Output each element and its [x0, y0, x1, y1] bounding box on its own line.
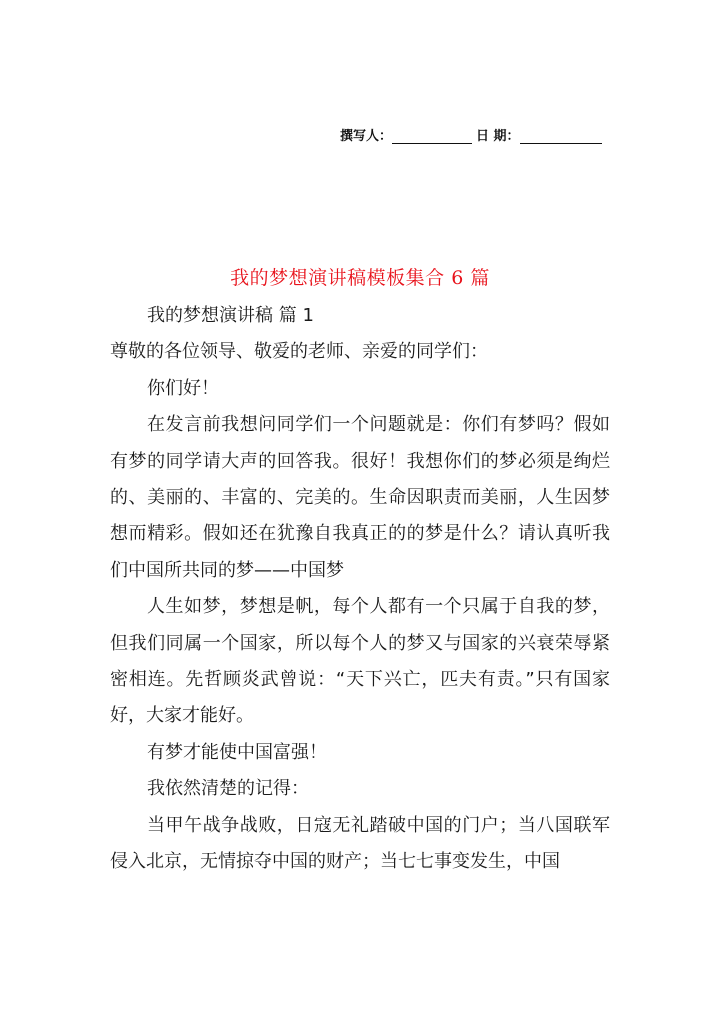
body-paragraph: 当甲午战争战败，日寇无礼踏破中国的门户；当八国联军侵入北京，无情掠夺中国的财产；当七七事变发生，中国 [110, 814, 610, 873]
greeting: 你们好！ [147, 377, 219, 399]
section-heading: 我的梦想演讲稿 篇 1 [147, 305, 314, 326]
date-label: 日 期： [476, 129, 520, 144]
document-title: 我的梦想演讲稿模板集合 6 篇 [230, 267, 490, 289]
body-paragraph: 有梦才能使中国富强！ [147, 741, 327, 763]
byline [340, 125, 612, 144]
document-body [110, 298, 610, 881]
date-blank-line [520, 129, 602, 144]
body-paragraph: 在发言前我想问同学们一个问题就是：你们有梦吗？假如有梦的同学请大声的回答我。很好！我想你们的梦必须是绚烂的、美丽的、丰富的、完美的。生命因职责而美丽，人生因梦想而精彩。假如还在犹豫自我真正的的梦是什么？请认真听我们中国所共同的梦——中国梦 [110, 414, 610, 581]
author-label: 撰写人： [340, 129, 393, 144]
body-paragraph: 我依然清楚的记得： [147, 778, 309, 800]
body-paragraph: 人生如梦，梦想是帆，每个人都有一个只属于自我的梦，但我们同属一个国家，所以每个人的梦又与国家的兴衰荣辱紧密相连。先哲顾炎武曾说：“天下兴亡，匹夫有责。”只有国家好，大家才能好。 [110, 596, 610, 727]
salutation: 尊敬的各位领导、敬爱的老师、亲爱的同学们： [110, 341, 488, 363]
author-blank-line [392, 129, 472, 144]
